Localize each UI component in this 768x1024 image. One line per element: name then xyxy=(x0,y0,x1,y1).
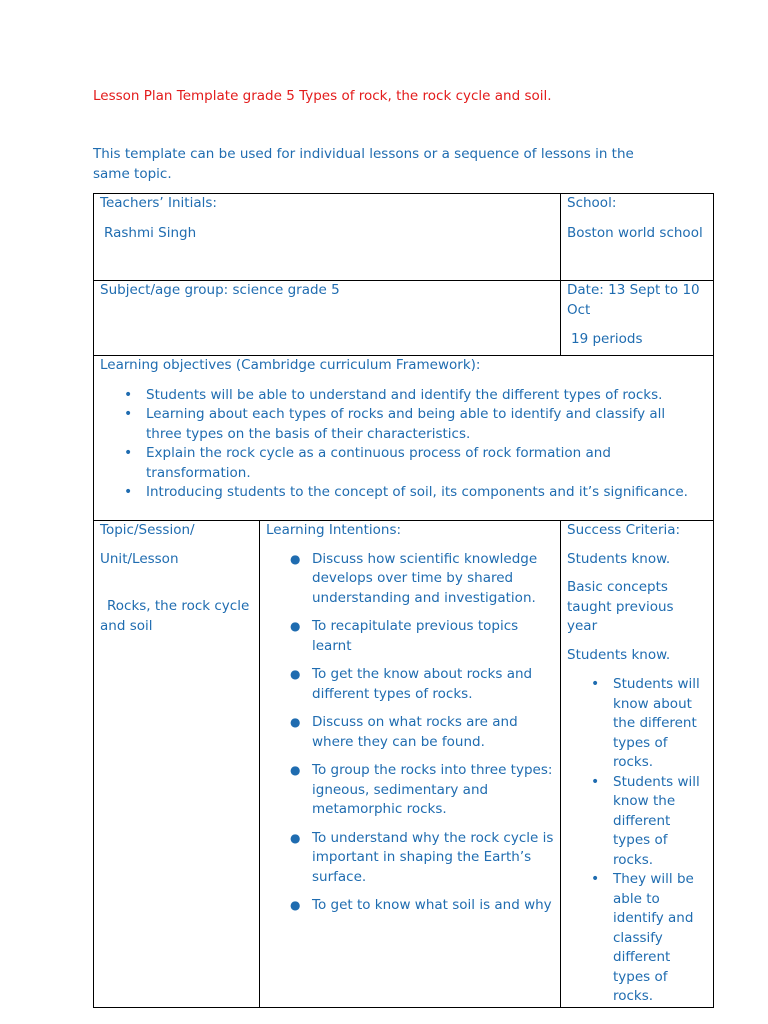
success-know-1: Students know. xyxy=(567,550,671,567)
list-item: ● Discuss how scientific knowledge develops over time by shared understanding and investigation. xyxy=(266,550,554,609)
topic-value: Rocks, the rock cycle and soil xyxy=(100,598,250,634)
school-label: School: xyxy=(567,195,617,211)
success-list xyxy=(567,675,707,1007)
teachers-value: Rashmi Singh xyxy=(104,224,197,241)
list-item: • Students will know the different types of rocks. xyxy=(567,773,707,871)
school-value: Boston world school xyxy=(567,224,703,241)
subject-label: Subject/age group: science grade 5 xyxy=(100,282,340,298)
subject-cell xyxy=(94,281,561,356)
list-item: ● To recapitulate previous topics learnt xyxy=(266,617,554,656)
unit-label: Unit/Lesson xyxy=(100,550,179,567)
teachers-label: Teachers’ Initials: xyxy=(100,195,217,211)
periods-value: 19 periods xyxy=(571,331,643,347)
success-basic: Basic concepts taught previous year xyxy=(567,579,674,634)
list-item: ● To get to know what soil is and why xyxy=(266,896,554,916)
objectives-list xyxy=(100,386,707,503)
objectives-label: Learning objectives (Cambridge curriculum Framework): xyxy=(100,357,481,373)
intro-text: This template can be used for individual lessons or a sequence of lessons in the same topic. xyxy=(93,146,634,182)
intentions-list xyxy=(266,550,554,916)
topic-label: Topic/Session/ xyxy=(100,522,195,538)
document-title: Lesson Plan Template grade 5 Types of rock, the rock cycle and soil. xyxy=(93,88,552,104)
list-item: • Introducing students to the concept of soil, its components and it’s significance. xyxy=(100,483,697,503)
success-label: Success Criteria: xyxy=(567,522,681,538)
intentions-cell xyxy=(260,521,561,1008)
success-cell xyxy=(561,521,714,1008)
list-item: • Explain the rock cycle as a continuous process of rock formation and transformation. xyxy=(100,444,697,483)
list-item: ● To group the rocks into three types: igneous, sedimentary and metamorphic rocks. xyxy=(266,761,554,820)
table-row xyxy=(94,356,714,521)
list-item: ● Discuss on what rocks are and where they can be found. xyxy=(266,713,554,752)
table-row xyxy=(94,521,714,1008)
date-label: Date: 13 Sept to 10 Oct xyxy=(567,282,700,318)
table-row xyxy=(94,281,714,356)
table-row xyxy=(94,194,714,281)
list-item: • They will be able to identify and classify different types of rocks. xyxy=(567,870,707,1007)
school-cell xyxy=(561,194,714,281)
list-item: ● To understand why the rock cycle is important in shaping the Earth’s surface. xyxy=(266,829,554,888)
lesson-plan-table xyxy=(93,193,714,1008)
list-item: ● To get the know about rocks and different types of rocks. xyxy=(266,665,554,704)
objectives-cell xyxy=(94,356,714,521)
success-know-2: Students know. xyxy=(567,646,671,663)
teachers-cell xyxy=(94,194,561,281)
topic-cell xyxy=(94,521,260,1008)
list-item: • Students will know about the different types of rocks. xyxy=(567,675,707,773)
list-item: • Learning about each types of rocks and being able to identify and classify all three types on the basis of their characteristics. xyxy=(100,405,697,444)
date-cell xyxy=(561,281,714,356)
list-item: • Students will be able to understand and identify the different types of rocks. xyxy=(100,386,697,406)
intentions-label: Learning Intentions: xyxy=(266,522,402,538)
